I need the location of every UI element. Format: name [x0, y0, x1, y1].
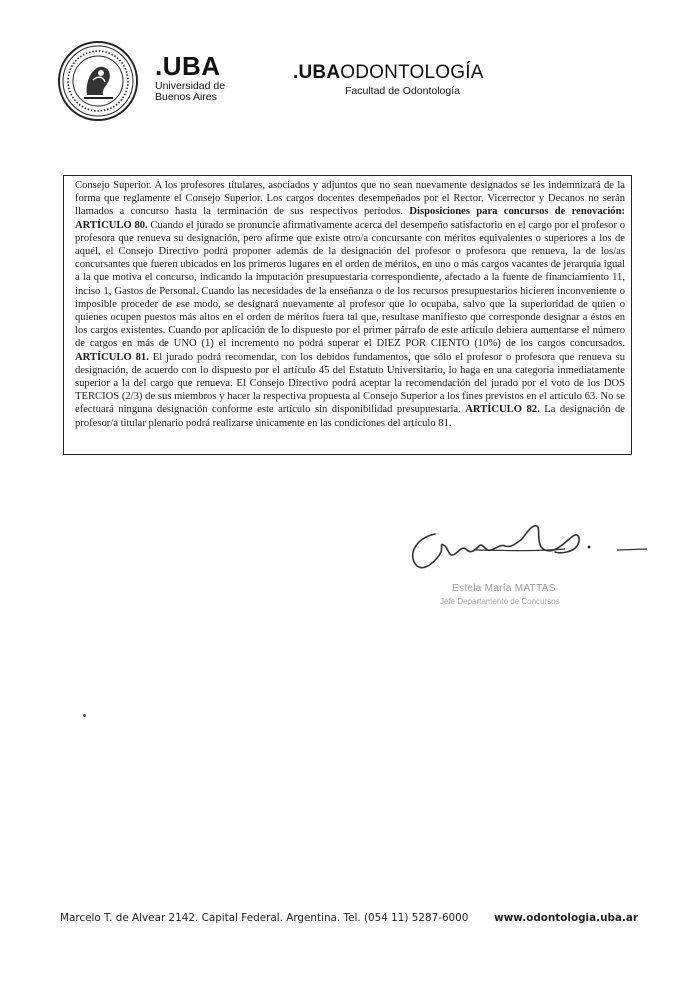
odontologia-logo-mark [293, 63, 484, 83]
article-82-title: ARTÍCULO 82. [465, 404, 540, 416]
paragraph-intro: Consejo Superior. A los profesores titulares, asociados y adjuntos que no sean nuevamente designados se les indemnizará de la forma que reglamente el Consejo Superior. Los cargos docentes desempeñados por el Rector, Vicerrector y Decanos no serán llamados a concurso hasta la terminación de sus respectivos períodos. [75, 180, 625, 218]
signatory-role: Jefe Departamento de Concursos [440, 597, 560, 606]
footer-website-link[interactable]: www.odontologia.uba.ar [494, 912, 638, 924]
handwritten-signature [405, 516, 650, 586]
article-81-text: El jurado podrá recomendar, con los debidos fundamentos, que sólo el profesor o profesora que renueva su designación, de acuerdo con lo dispuesto por el artículo 45 del Estatuto Universitario, lo haga en una categoría inmediatamente superior a la del cargo que renueva. El Consejo Directivo podrá aceptar la recomendación del jurado por el voto de los DOS TERCIOS (2/3) de sus miembros y hacer la respectiva propuesta al Consejo Superior a los fines previstos en el artículo 63. No se efectuará ninguna designación conforme este artículo sin disponibilidad presupuestaria. [75, 351, 625, 416]
article-80-text: Cuando el jurado se pronuncie afirmativamente acerca del desempeño satisfactorio en el cargo por el profesor o profesora que renueva su designación, pero afirme que existe otro/a concursante con méritos equivalentes o superiores a los de aquél, el Consejo Directivo podrá proponer además de la designación del profesor o profesora que renueva, la de los/as concursantes que fueren ubicados en los primeros lugares en el orden de méritos, en uno o más cargos vacantes de jerarquía igual a la que motiva el concurso, indicando la imputación presupuestaria correspondiente, afectado a la fuente de financiamiento 11, inciso 1, Gastos de Personal. Cuando las necesidades de la enseñanza o de los recursos presupuestarios hicieren inconveniente o imposible proceder de ese modo, se designará nuevamente al profesor que lo ocupaba, salvo que la superioridad de quien o quienes ocupen puestos más altos en el orden de méritos fuera tal que, resultase manifiesto que corresponde designar a éstos en los cargos existentes. Cuando por aplicación de lo dispuesto por el primer párrafo de este artículo debiera aumentarse el número de cargos en más de UNO (1) el incremento no podrá superar el DIEZ POR CIENTO (10%) de los cargos concursados. [75, 219, 625, 350]
university-seal-icon [57, 40, 139, 122]
stray-mark [83, 714, 86, 717]
uba-logo [155, 51, 226, 103]
article-81-title: ARTÍCULO 81. [75, 351, 149, 363]
document-body [75, 179, 625, 430]
heading-renovacion: Disposiciones para concursos de renovación: [409, 206, 626, 218]
uba-logo-line2: Buenos Aires [155, 91, 217, 103]
uba-logo-line1: Universidad de [155, 80, 226, 92]
odontologia-logo-uba: .UBA [293, 62, 341, 83]
signatory-name: Estela María MATTAS [452, 583, 556, 594]
odontologia-logo-subtitle: Facultad de Odontología [345, 85, 460, 97]
footer-address: Marcelo T. de Alvear 2142. Capital Federal. Argentina. Tel. (054 11) 5287-6000 [60, 912, 469, 924]
article-80-title: ARTÍCULO 80. [75, 219, 148, 231]
odontologia-logo [293, 63, 484, 97]
article-82-text: La designación de profesor/a titular plenario podrá realizarse únicamente en las condiciones del artículo 81. [75, 404, 625, 429]
odontologia-logo-text: ODONTOLOGÍA [340, 62, 484, 83]
uba-logo-mark: .UBA [155, 51, 221, 81]
